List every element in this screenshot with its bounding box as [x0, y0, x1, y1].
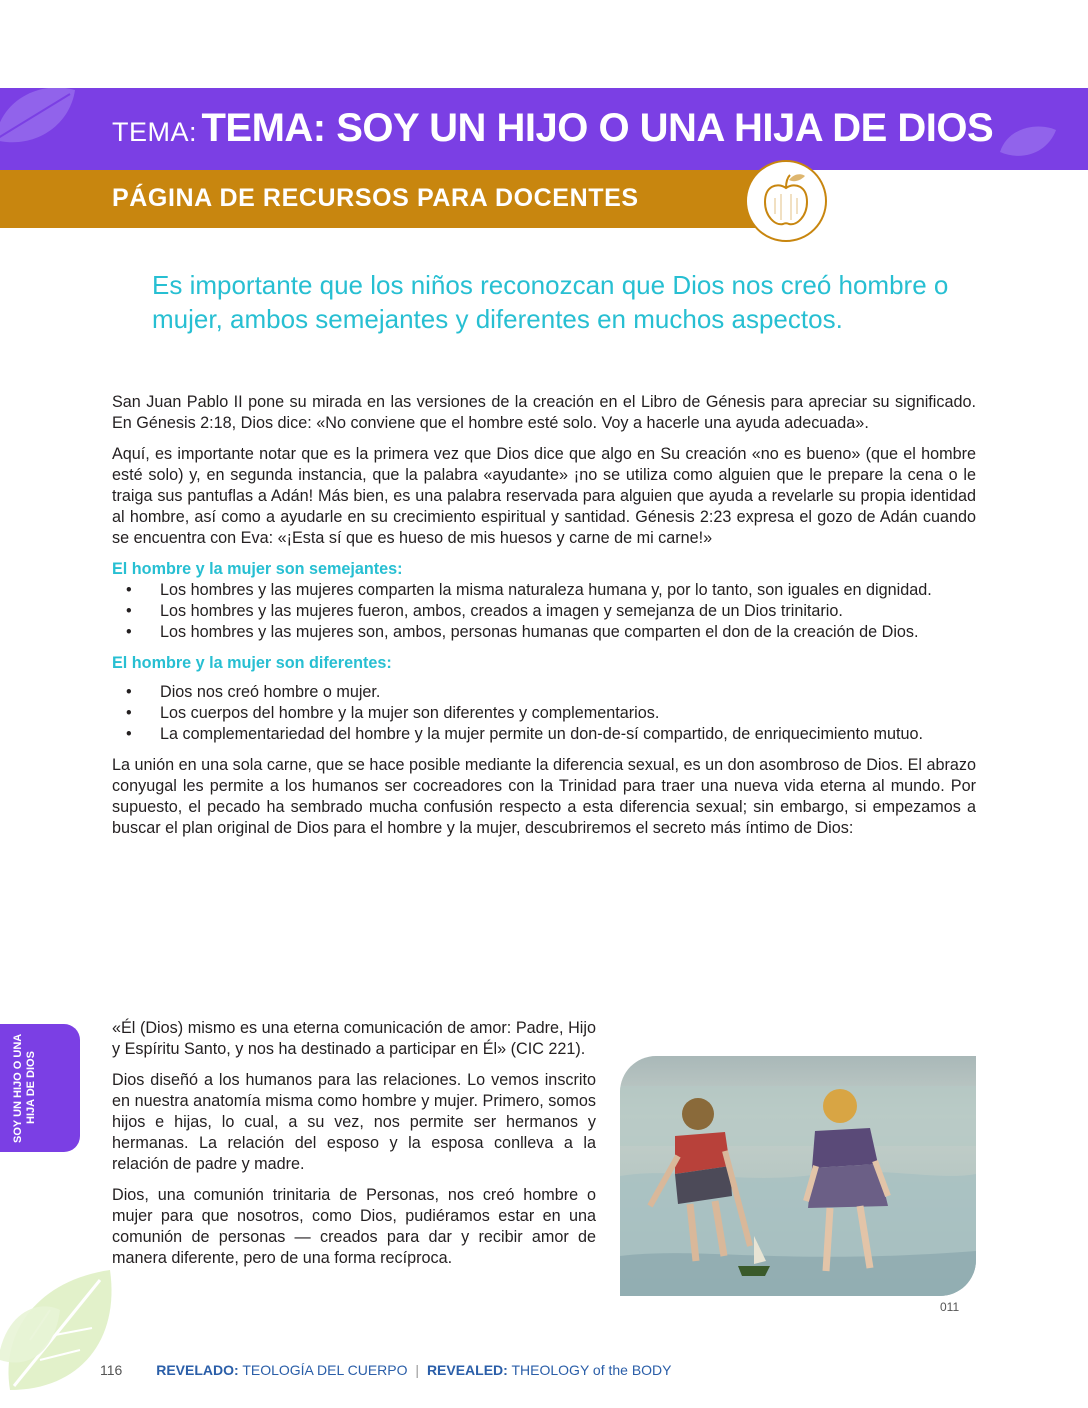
paragraph: Dios diseñó a los humanos para las relaciones. Lo vemos inscrito en nuestra anatomía misma como hombre y mujer. Primero, somos hijos e hijas, lo cual, a su vez, nos permite ser hermanos y hermanas. La relación del esposo y la esposa conlleva a la relación de padre y madre.	[112, 1071, 596, 1173]
tema-prefix: TEMA:	[112, 117, 198, 147]
subtitle-banner	[0, 170, 790, 228]
leaf-icon	[0, 88, 80, 150]
list-item: • La complementariedad del hombre y la mujer permite un don-de-sí compartido, de enriquecimiento mutuo.	[112, 724, 976, 745]
section-heading: El hombre y la mujer son diferentes:	[112, 654, 392, 672]
children-at-beach-painting	[620, 1056, 976, 1296]
bullet-list	[112, 580, 976, 643]
footer-revelado-label: REVELADO:	[156, 1362, 239, 1378]
apple-badge	[745, 160, 827, 242]
intro-statement: Es importante que los niños reconozcan que Dios nos creó hombre o mujer, ambos semejantes y diferentes en muchos aspectos.	[152, 270, 949, 334]
leaves-decoration-icon	[0, 1240, 140, 1408]
page-title	[112, 106, 993, 151]
side-section-tab	[0, 1024, 80, 1152]
footer-revealed-text: THEOLOGY of the BODY	[511, 1362, 672, 1378]
list-item: • Los hombres y las mujeres son, ambos, personas humanas que comparten el don de la creación de Dios.	[112, 622, 976, 643]
paragraph: San Juan Pablo II pone su mirada en las versiones de la creación en el Libro de Génesis para apreciar su significado. En Génesis 2:18, Dios dice: «No conviene que el hombre esté solo. Voy a hacerle una ayuda adecuada».	[112, 393, 976, 432]
leaf-icon	[998, 122, 1058, 162]
text-column	[112, 1018, 596, 1279]
quote-paragraph: «Él (Dios) mismo es una eterna comunicación de amor: Padre, Hijo y Espíritu Santo, y nos ha destinado a participar en Él» (CIC 221).	[112, 1019, 596, 1058]
title-banner	[0, 88, 1088, 170]
page-subtitle: PÁGINA DE RECURSOS PARA DOCENTES	[112, 184, 639, 212]
footer-separator: |	[415, 1362, 420, 1378]
main-content	[112, 392, 976, 849]
title-text: TEMA: SOY UN HIJO O UNA HIJA DE DIOS	[201, 106, 994, 150]
footer-revelado-text: TEOLOGÍA DEL CUERPO	[242, 1362, 408, 1378]
bullet-list	[112, 682, 976, 745]
list-item: • Dios nos creó hombre o mujer.	[112, 682, 976, 703]
list-item: • Los cuerpos del hombre y la mujer son diferentes y complementarios.	[112, 703, 976, 724]
painting-image	[620, 1056, 976, 1296]
page-number: 116	[100, 1362, 123, 1378]
page-footer	[100, 1362, 672, 1378]
section-heading: El hombre y la mujer son semejantes:	[112, 560, 403, 578]
side-tab-label: SOY UN HIJO O UNA HIJA DE DIOS	[12, 1033, 37, 1143]
paragraph: Aquí, es importante notar que es la primera vez que Dios dice que algo en Su creación «no es bueno» (que el hombre esté solo) y, en segunda instancia, que la palabra «ayudante» ¡no se utiliza como alguien que le prepare la cena o le traiga sus pantuflas a Adán! Más bien, es una palabra reservada para alguien que ayuda a revelarle su propia identidad al hombre, así como a ayudarle en su crecimiento espiritual y santidad. Génesis 2:23 expresa el gozo de Adán cuando se encuentra con Eva: «¡Esta sí que es hueso de mis huesos y carne de mi carne!»	[112, 445, 976, 547]
paragraph: Dios, una comunión trinitaria de Personas, nos creó hombre o mujer para que nosotros, como Dios, pudiéramos estar en una comunión de personas — creados para dar y recibir amor de manera diferente, pero de una forma recíproca.	[112, 1186, 596, 1267]
list-item: • Los hombres y las mujeres comparten la misma naturaleza humana y, por lo tanto, son iguales en dignidad.	[112, 580, 976, 601]
image-caption: 011	[940, 1300, 960, 1314]
footer-revealed-label: REVEALED:	[426, 1362, 508, 1378]
paragraph: La unión en una sola carne, que se hace posible mediante la diferencia sexual, es un don asombroso de Dios. El abrazo conyugal les permite a los humanos ser cocreadores con la Trinidad para traer una nueva vida eterna al mundo. Por supuesto, el pecado ha sembrado mucha confusión respecto a esta diferencia sexual; sin embargo, si empezamos a buscar el plan original de Dios para el hombre y la mujer, descubriremos el secreto más íntimo de Dios:	[112, 756, 976, 837]
apple-icon	[747, 162, 825, 240]
list-item: • Los hombres y las mujeres fueron, ambos, creados a imagen y semejanza de un Dios trinitario.	[112, 601, 976, 622]
